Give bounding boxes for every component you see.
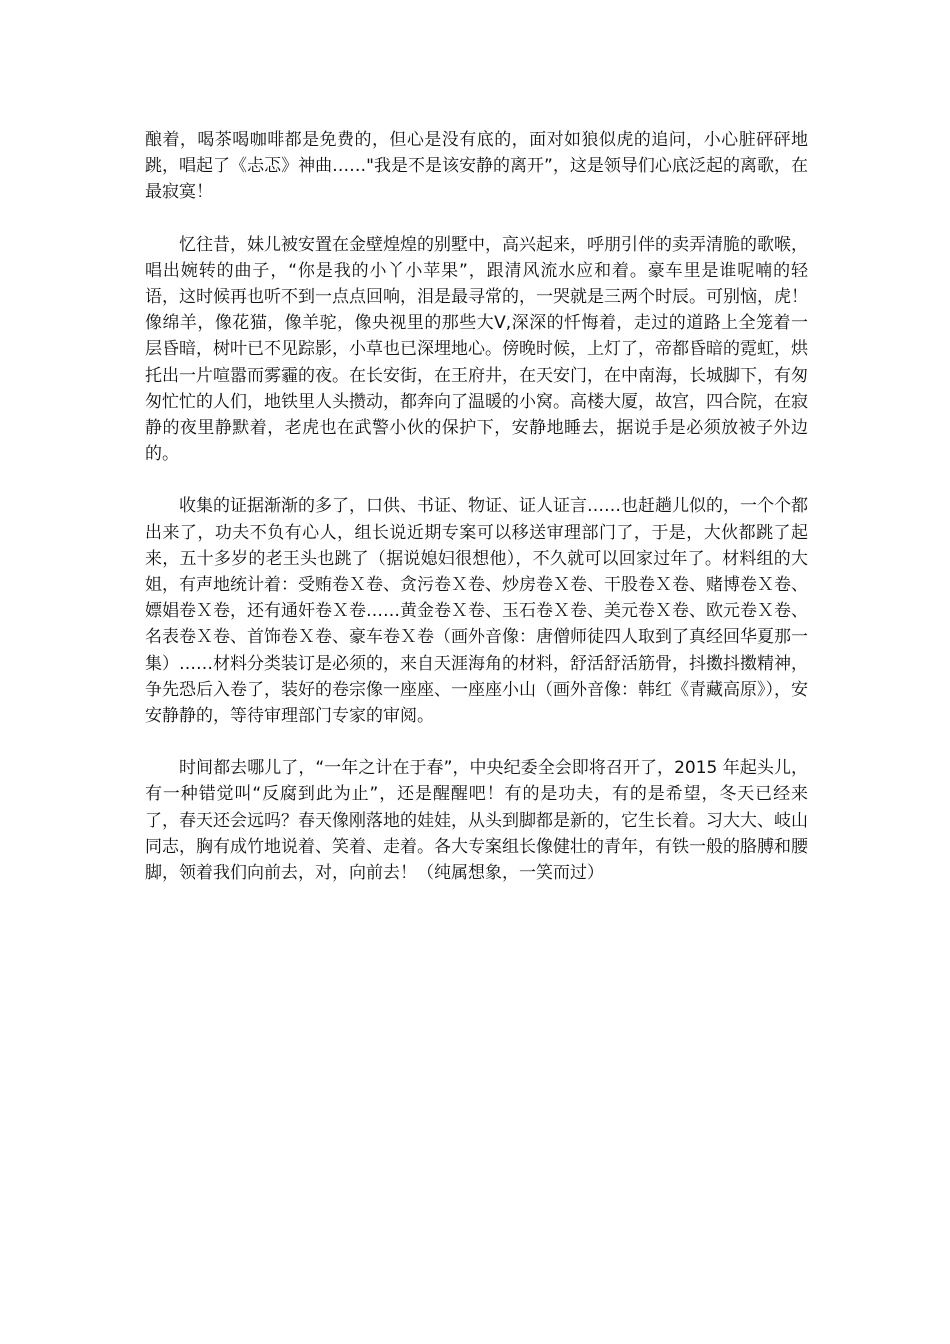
paragraph-2: 忆往昔，妹儿被安置在金壁煌煌的别墅中，高兴起来，呼朋引伴的卖弄清脆的歌喉，唱出婉转的曲子，“你是我的小丫小苹果”，跟清风流水应和着。豪车里是谁呢喃的轻语，这时候再也听不到一点点回响，泪是最寻常的，一哭就是三两个时辰。可别恼，虎！像绵羊，像花猫，像羊驼，像央视里的那些大V,深深的忏悔着，走过的道路上全笼着一层昏暗，树叶已不见踪影，小草也已深埋地心。傍晚时候，上灯了，帝都昏暗的霓虹，烘托出一片喧嚣而雾霾的夜。在长安街，在王府井，在天安门，在中南海，长城脚下，有匆匆忙忙的人们，地铁里人头攒动，都奔向了温暖的小窝。高楼大厦，故宫，四合院，在寂静的夜里静默着，老虎也在武警小伙的保护下，安静地睡去，据说手是必须放被子外边的。 — [145, 234, 808, 465]
paragraph-3: 收集的证据渐渐的多了，口供、书证、物证、证人证言……也赶趟儿似的，一个个都出来了，功夫不负有心人，组长说近期专案可以移送审理部门了，于是，大伙都跳了起来，五十多岁的老王头也跳了（据说媳妇很想他），不久就可以回家过年了。材料组的大姐，有声地统计着：受贿卷Ｘ卷、贪污卷Ｘ卷、炒房卷Ｘ卷、干股卷Ｘ卷、赌博卷Ｘ卷、嫖娼卷Ｘ卷，还有通奸卷Ｘ卷……黄金卷Ｘ卷、玉石卷Ｘ卷、美元卷Ｘ卷、欧元卷Ｘ卷、名表卷Ｘ卷、首饰卷Ｘ卷、豪车卷Ｘ卷（画外音像：唐僧师徒四人取到了真经回华夏那一集）……材料分类装订是必须的，来自天涯海角的材料，舒活舒活筋骨，抖擞抖擞精神，争先恐后入卷了，装好的卷宗像一座座、一座座小山（画外音像：韩红《青藏高原》），安安静静的，等待审理部门专家的审阅。 — [145, 496, 808, 727]
document-body — [145, 127, 808, 912]
paragraph-4: 时间都去哪儿了，“一年之计在于春”，中央纪委全会即将召开了，2015 年起头儿，有一种错觉叫“反腐到此为止”，还是醒醒吧！有的是功夫，有的是希望，冬天已经来了，春天还会远吗？春天像刚落地的娃娃，从头到脚都是新的，它生长着。习大大、岐山同志，胸有成竹地说着、笑着、走着。各大专案组长像健壮的青年，有铁一般的胳膊和腰脚，领着我们向前去，对，向前去！（纯属想象，一笑而过） — [145, 758, 808, 884]
paragraph-1: 酿着，喝茶喝咖啡都是免费的，但心是没有底的，面对如狼似虎的追问，小心脏砰砰地跳，唱起了《忐忑》神曲……"我是不是该安静的离开”，这是领导们心底泛起的离歌，在最寂寞！ — [145, 130, 808, 203]
